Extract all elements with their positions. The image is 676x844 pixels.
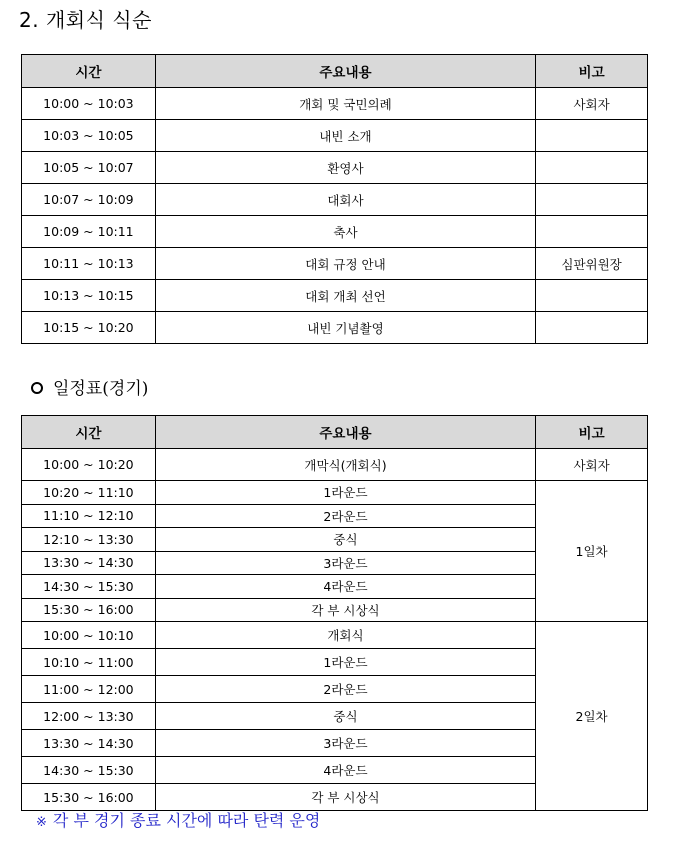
- content-cell: 개막식(개회식): [155, 449, 535, 481]
- table-row: [22, 481, 648, 505]
- table-row: [22, 449, 648, 481]
- time-cell: 10:00 ~ 10:20: [22, 449, 156, 481]
- table-header-row: [22, 416, 648, 449]
- note-cell: 사회자: [536, 88, 648, 120]
- header-note: 비고: [536, 55, 648, 88]
- content-cell: 내빈 기념촬영: [155, 312, 535, 344]
- header-time: 시간: [22, 416, 156, 449]
- content-cell: 개회식: [155, 622, 535, 649]
- time-cell: 13:30 ~ 14:30: [22, 551, 156, 575]
- time-cell: 12:10 ~ 13:30: [22, 528, 156, 552]
- content-cell: 중식: [155, 528, 535, 552]
- content-cell: 2라운드: [155, 676, 535, 703]
- content-cell: 4라운드: [155, 757, 535, 784]
- time-cell: 10:13 ~ 10:15: [22, 280, 156, 312]
- table-row: [22, 622, 648, 649]
- note-cell: [536, 280, 648, 312]
- content-cell: 축사: [155, 216, 535, 248]
- content-cell: 내빈 소개: [155, 120, 535, 152]
- table-row: [22, 216, 648, 248]
- time-cell: 10:09 ~ 10:11: [22, 216, 156, 248]
- header-content: 주요내용: [155, 416, 535, 449]
- time-cell: 10:00 ~ 10:10: [22, 622, 156, 649]
- circle-bullet-icon: [31, 382, 43, 394]
- time-cell: 12:00 ~ 13:30: [22, 703, 156, 730]
- table-row: [22, 152, 648, 184]
- day-label-cell: 1일차: [536, 481, 648, 622]
- time-cell: 11:00 ~ 12:00: [22, 676, 156, 703]
- schedule-title: [31, 374, 148, 399]
- content-cell: 1라운드: [155, 481, 535, 505]
- schedule-title-text: 일정표(경기): [53, 379, 149, 399]
- table-header-row: [22, 55, 648, 88]
- table-row: [22, 120, 648, 152]
- content-cell: 3라운드: [155, 551, 535, 575]
- time-cell: 14:30 ~ 15:30: [22, 757, 156, 784]
- table-row: [22, 248, 648, 280]
- content-cell: 각 부 시상식: [155, 598, 535, 622]
- time-cell: 10:20 ~ 11:10: [22, 481, 156, 505]
- header-note: 비고: [536, 416, 648, 449]
- content-cell: 대회사: [155, 184, 535, 216]
- table-row: [22, 312, 648, 344]
- time-cell: 10:11 ~ 10:13: [22, 248, 156, 280]
- note-cell: [536, 184, 648, 216]
- content-cell: 개회 및 국민의례: [155, 88, 535, 120]
- time-cell: 15:30 ~ 16:00: [22, 784, 156, 811]
- table-row: [22, 280, 648, 312]
- content-cell: 2라운드: [155, 504, 535, 528]
- reference-mark-icon: ※: [36, 815, 47, 830]
- time-cell: 14:30 ~ 15:30: [22, 575, 156, 599]
- header-content: 주요내용: [155, 55, 535, 88]
- time-cell: 11:10 ~ 12:10: [22, 504, 156, 528]
- day-label-cell: 2일차: [536, 622, 648, 811]
- time-cell: 10:07 ~ 10:09: [22, 184, 156, 216]
- time-cell: 10:00 ~ 10:03: [22, 88, 156, 120]
- footnote-text: 각 부 경기 종료 시간에 따라 탄력 운영: [52, 811, 321, 830]
- time-cell: 15:30 ~ 16:00: [22, 598, 156, 622]
- time-cell: 10:05 ~ 10:07: [22, 152, 156, 184]
- table-row: [22, 184, 648, 216]
- time-cell: 13:30 ~ 14:30: [22, 730, 156, 757]
- content-cell: 대회 개최 선언: [155, 280, 535, 312]
- note-cell: [536, 312, 648, 344]
- content-cell: 4라운드: [155, 575, 535, 599]
- table-row: [22, 88, 648, 120]
- time-cell: 10:03 ~ 10:05: [22, 120, 156, 152]
- note-cell: 사회자: [536, 449, 648, 481]
- ceremony-table: [21, 54, 648, 344]
- content-cell: 각 부 시상식: [155, 784, 535, 811]
- content-cell: 환영사: [155, 152, 535, 184]
- note-cell: [536, 152, 648, 184]
- header-time: 시간: [22, 55, 156, 88]
- content-cell: 3라운드: [155, 730, 535, 757]
- time-cell: 10:10 ~ 11:00: [22, 649, 156, 676]
- note-cell: 심판위원장: [536, 248, 648, 280]
- content-cell: 1라운드: [155, 649, 535, 676]
- time-cell: 10:15 ~ 10:20: [22, 312, 156, 344]
- note-cell: [536, 120, 648, 152]
- section-title: 2. 개회식 식순: [19, 8, 152, 32]
- content-cell: 중식: [155, 703, 535, 730]
- footnote: [36, 808, 320, 831]
- schedule-table: [21, 415, 648, 811]
- note-cell: [536, 216, 648, 248]
- content-cell: 대회 규정 안내: [155, 248, 535, 280]
